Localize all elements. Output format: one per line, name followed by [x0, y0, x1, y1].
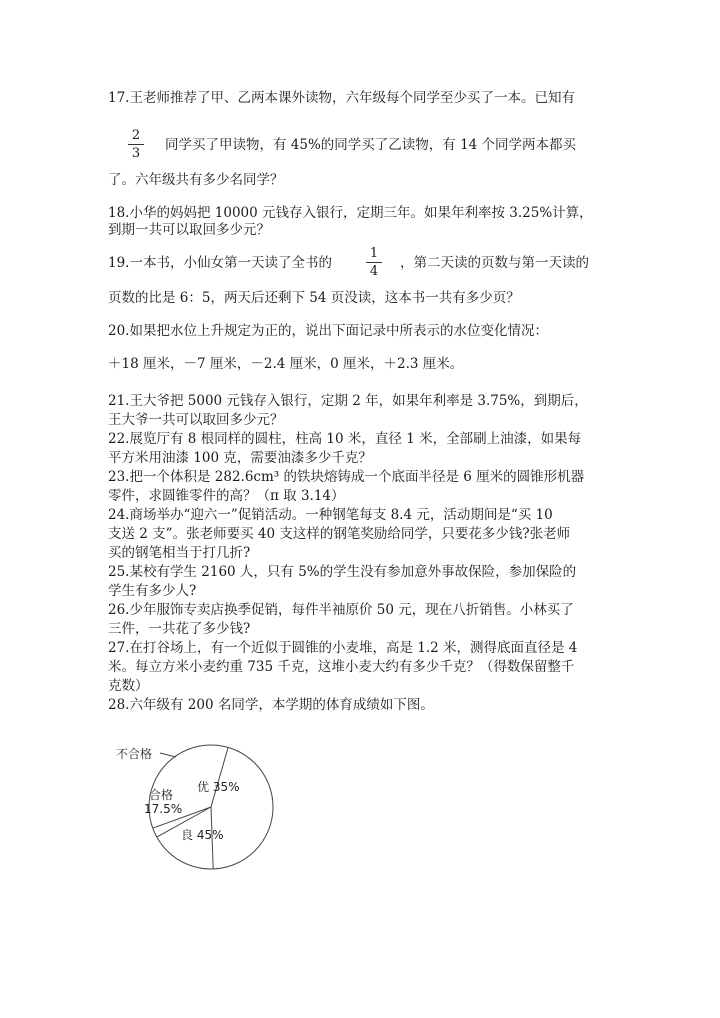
q17-line1: 17.王老师推荐了甲、乙两本课外读物，六年级每个同学至少买了一本。已知有 — [108, 90, 575, 106]
q18-line1: 18.小华的妈妈把 10000 元钱存入银行，定期三年。如果年利率按 3.25%计算， — [108, 205, 593, 221]
slice-label-you: 优 35% — [197, 780, 240, 794]
q19-line1a: 19.一本书，小仙女第一天读了全书的 — [108, 255, 332, 271]
q17-line2: 同学买了甲读物，有 45%的同学买了乙读物，有 14 个同学两本都买 — [165, 137, 577, 153]
q19-fraction — [364, 246, 384, 279]
q25-line2: 学生有多少人? — [108, 583, 197, 599]
q19-frac-bar — [366, 262, 382, 263]
q21-line1: 21.王大爷把 5000 元钱存入银行，定期 2 年，如果年利率是 3.75%，到期后， — [108, 393, 588, 409]
q20-line2: ＋18 厘米，－7 厘米，－2.4 厘米，0 厘米，＋2.3 厘米。 — [108, 356, 464, 372]
q17-line3: 了。六年级共有多少名同学？ — [108, 172, 284, 188]
q27-line3: 克数） — [108, 678, 149, 694]
q27-line2: 米。每立方米小麦约重 735 千克，这堆小麦大约有多少千克？（得数保留整千 — [108, 659, 575, 675]
q19-line2: 页数的比是 6：5，两天后还剩下 54 页没读，这本书一共有多少页？ — [108, 290, 520, 306]
q23-line1: 23.把一个体积是 282.6cm³ 的铁块熔铸成一个底面半径是 6 厘米的圆锥形机器 — [108, 469, 585, 485]
q19-frac-numerator: 1 — [369, 246, 379, 261]
q17-frac-bar — [128, 144, 144, 145]
slice-boundary-liang — [211, 747, 228, 807]
q26-line1: 26.少年服饰专卖店换季促销，每件半袖原价 50 元，现在八折销售。小林买了 — [108, 602, 574, 618]
q19-frac-denominator: 4 — [369, 264, 379, 279]
bugehe-leader-line — [160, 753, 176, 757]
q17-frac-numerator: 2 — [131, 128, 141, 143]
q20-line1: 20.如果把水位上升规定为正的，说出下面记录中所表示的水位变化情况： — [108, 323, 548, 339]
q23-line2: 零件，求圆锥零件的高？（π 取 3.14） — [108, 488, 345, 504]
slice-label-buhege: 不合格 — [116, 747, 153, 761]
pie-chart — [108, 735, 278, 875]
slice-value-hege: 17.5% — [144, 802, 183, 816]
q25-line1: 25.某校有学生 2160 人，只有 5%的学生没有参加意外事故保险，参加保险的 — [108, 564, 577, 580]
q18-line2: 到期一共可以取回多少元？ — [108, 222, 270, 238]
q17-frac-denominator: 3 — [131, 146, 141, 161]
q19-line1b: ，第二天读的页数与第一天读的 — [400, 255, 589, 271]
q26-line2: 三件，一共花了多少钱? — [108, 621, 251, 637]
q22-line1: 22.展览厅有 8 根同样的圆柱，柱高 10 米，直径 1 米，全部刷上油漆，如果每 — [108, 431, 582, 447]
q24-line1: 24.商场举办“迎六一”促销活动。一种钢笔每支 8.4 元，活动期间是“买 10 — [108, 507, 553, 523]
q22-line2: 平方米用油漆 100 克，需要油漆多少千克？ — [108, 450, 372, 466]
q28-line1: 28.六年级有 200 名同学，本学期的体育成绩如下图。 — [108, 697, 434, 713]
slice-label-hege: 合格 — [149, 788, 174, 802]
q21-line2: 王大爷一共可以取回多少元？ — [108, 412, 284, 428]
q17-fraction — [126, 128, 146, 161]
q24-line3: 买的钢笔相当于打几折? — [108, 545, 251, 561]
q24-line2: 支送 2 支”。张老师要买 40 支这样的钢笔奖励给同学，只要花多少钱?张老师 — [108, 526, 571, 542]
slice-label-liang: 良 45% — [181, 828, 224, 842]
q27-line1: 27.在打谷场上，有一个近似于圆锥的小麦堆，高是 1.2 米，测得底面直径是 4 — [108, 640, 578, 656]
